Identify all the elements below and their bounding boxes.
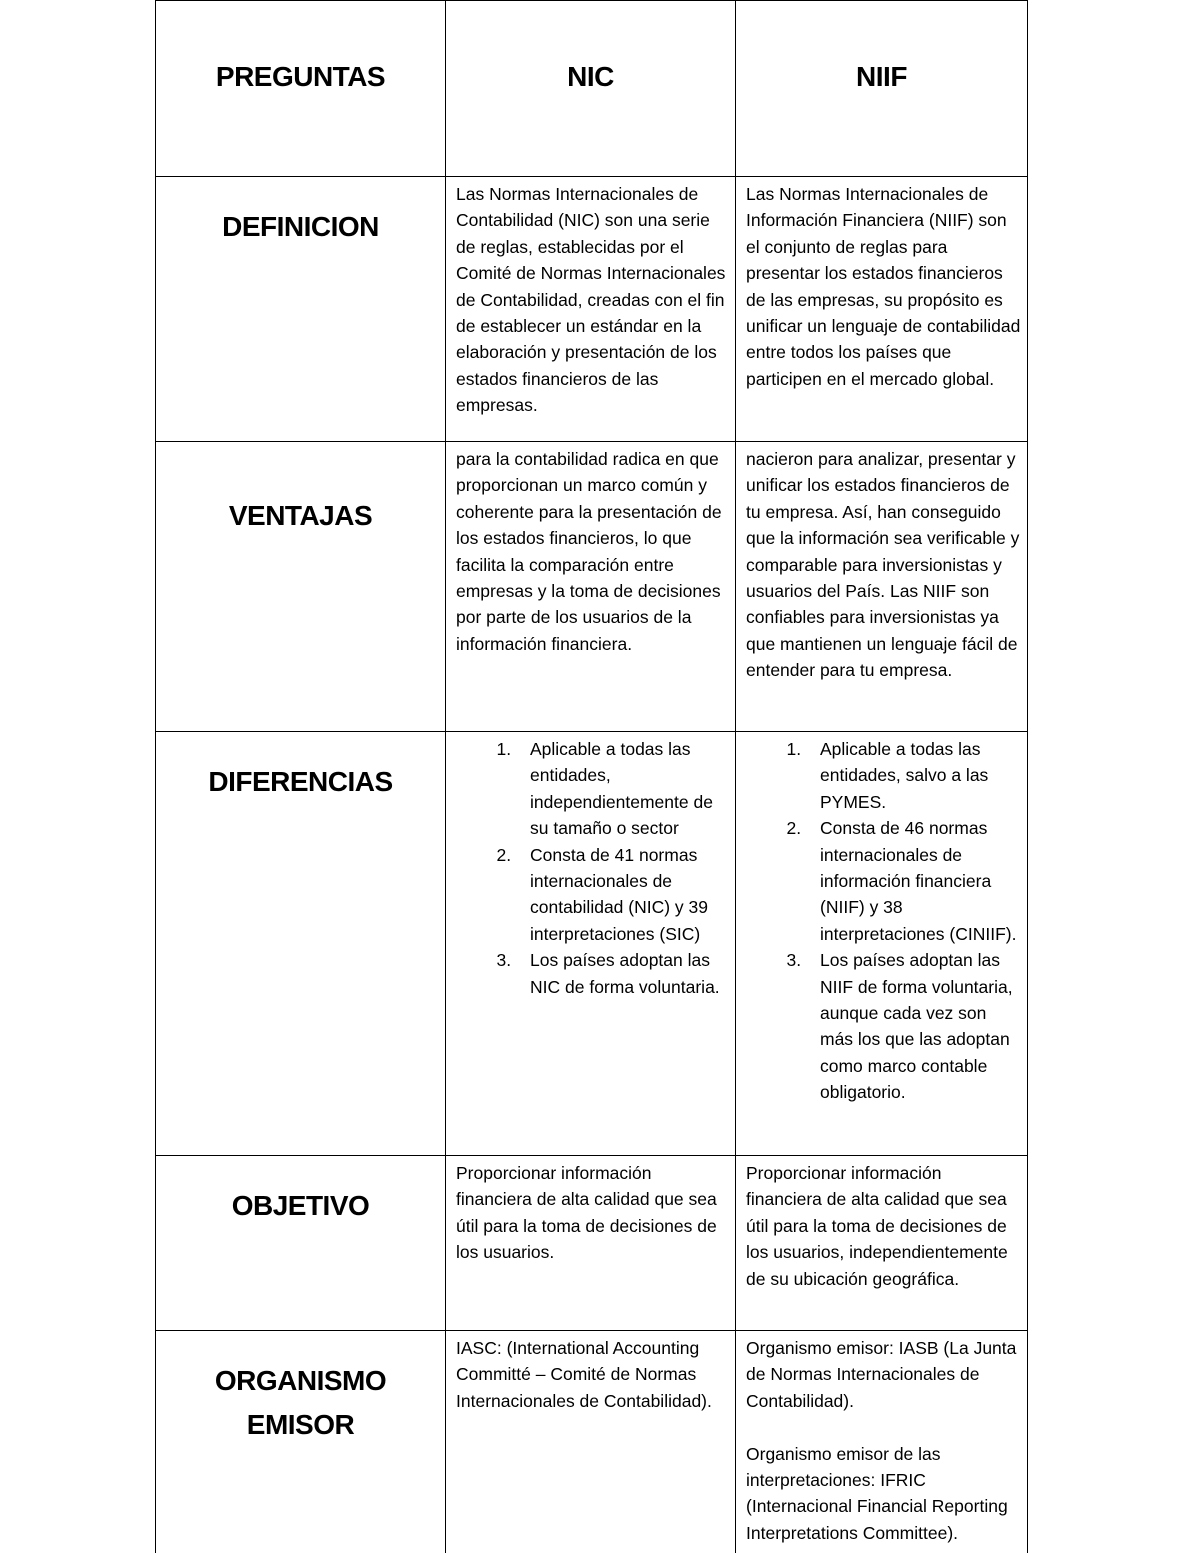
niif-cell-ventajas	[736, 442, 1028, 732]
row-diferencias	[156, 732, 1028, 1156]
list-item: 3. Los países adoptan las NIC de forma voluntaria.	[516, 947, 731, 1000]
niif-ventajas-text: nacieron para analizar, presentar y unificar los estados financieros de tu empresa. Así, han conseguido que la información sea verificable y comparable para inversionistas y usuarios del País. Las NIIF son confiables para inversionistas ya que mantienen un lenguaje fácil de entender para tu empresa.	[746, 449, 1020, 681]
niif-cell-organismo	[736, 1331, 1028, 1553]
row-organismo-emisor	[156, 1331, 1028, 1553]
question-diferencias: DIFERENCIAS	[208, 766, 393, 797]
row-definicion	[156, 177, 1028, 442]
header-row	[156, 1, 1028, 177]
header-cell-niif	[736, 1, 1028, 177]
row-objetivo	[156, 1156, 1028, 1331]
nic-cell-objetivo	[446, 1156, 736, 1331]
nic-ventajas-text: para la contabilidad radica en que proporcionan un marco común y coherente para la presentación de los estados financieros, lo que facilita la comparación entre empresas y la toma de decisiones por parte de los usuarios de la información financiera.	[456, 449, 722, 654]
niif-diferencias-list	[736, 732, 1027, 1106]
list-item: 2. Consta de 46 normas internacionales de información financiera (NIIF) y 38 interpretaciones (CINIIF).	[806, 815, 1023, 947]
question-cell-organismo	[156, 1331, 446, 1553]
nic-diferencias-list	[446, 732, 735, 1000]
header-niif: NIIF	[856, 61, 907, 92]
niif-cell-diferencias	[736, 732, 1028, 1156]
nic-cell-organismo	[446, 1331, 736, 1553]
niif-organismo-content	[736, 1331, 1027, 1546]
comparison-table	[155, 0, 1028, 1553]
question-organismo-line1: ORGANISMO	[214, 1365, 387, 1396]
nic-organismo-text: IASC: (International Accounting Committé – Comité de Normas Internacionales de Contabilidad).	[456, 1338, 712, 1411]
nic-definicion-text: Las Normas Internacionales de Contabilidad (NIC) son una serie de reglas, establecidas por el Comité de Normas Internacionales de Contabilidad, creadas con el fin de establecer un estándar en la elaboración y presentación de los estados financieros de las empresas.	[456, 184, 726, 416]
question-cell-objetivo	[156, 1156, 446, 1331]
question-cell-diferencias	[156, 732, 446, 1156]
list-item: 1. Aplicable a todas las entidades, independientemente de su tamaño o sector	[516, 736, 731, 842]
row-ventajas	[156, 442, 1028, 732]
niif-cell-objetivo	[736, 1156, 1028, 1331]
question-cell-definicion	[156, 177, 446, 442]
nic-cell-definicion	[446, 177, 736, 442]
nic-objetivo-text: Proporcionar información financiera de alta calidad que sea útil para la toma de decisiones de los usuarios.	[456, 1163, 717, 1263]
list-item: 3. Los países adoptan las NIIF de forma voluntaria, aunque cada vez son más los que las adoptan como marco contable obligatorio.	[806, 947, 1023, 1105]
header-cell-preguntas	[156, 1, 446, 177]
nic-cell-ventajas	[446, 442, 736, 732]
niif-organismo-paragraph-2: Organismo emisor de las interpretaciones: IFRIC (Internacional Financial Reporting Interpretations Committee).	[746, 1443, 1008, 1543]
question-ventajas: VENTAJAS	[228, 500, 373, 531]
question-definicion: DEFINICION	[222, 211, 379, 242]
niif-objetivo-text: Proporcionar información financiera de alta calidad que sea útil para la toma de decisiones de los usuarios, independientemente de su ubicación geográfica.	[746, 1163, 1008, 1289]
header-cell-nic	[446, 1, 736, 177]
question-cell-ventajas	[156, 442, 446, 732]
question-organismo	[156, 1331, 445, 1447]
question-organismo-line2: EMISOR	[246, 1409, 355, 1440]
nic-cell-diferencias	[446, 732, 736, 1156]
list-item: 1. Aplicable a todas las entidades, salvo a las PYMES.	[806, 736, 1023, 815]
header-nic: NIC	[567, 61, 614, 92]
question-objetivo: OBJETIVO	[231, 1190, 370, 1221]
niif-organismo-paragraph-1: Organismo emisor: IASB (La Junta de Normas Internacionales de Contabilidad).	[746, 1338, 1017, 1411]
header-preguntas: PREGUNTAS	[215, 61, 386, 92]
niif-definicion-text: Las Normas Internacionales de Información Financiera (NIIF) son el conjunto de reglas para presentar los estados financieros de las empresas, su propósito es unificar un lenguaje de contabilidad entre todos los países que participen en el mercado global.	[746, 184, 1021, 389]
niif-cell-definicion	[736, 177, 1028, 442]
list-item: 2. Consta de 41 normas internacionales de contabilidad (NIC) y 39 interpretaciones (SIC)	[516, 842, 731, 948]
